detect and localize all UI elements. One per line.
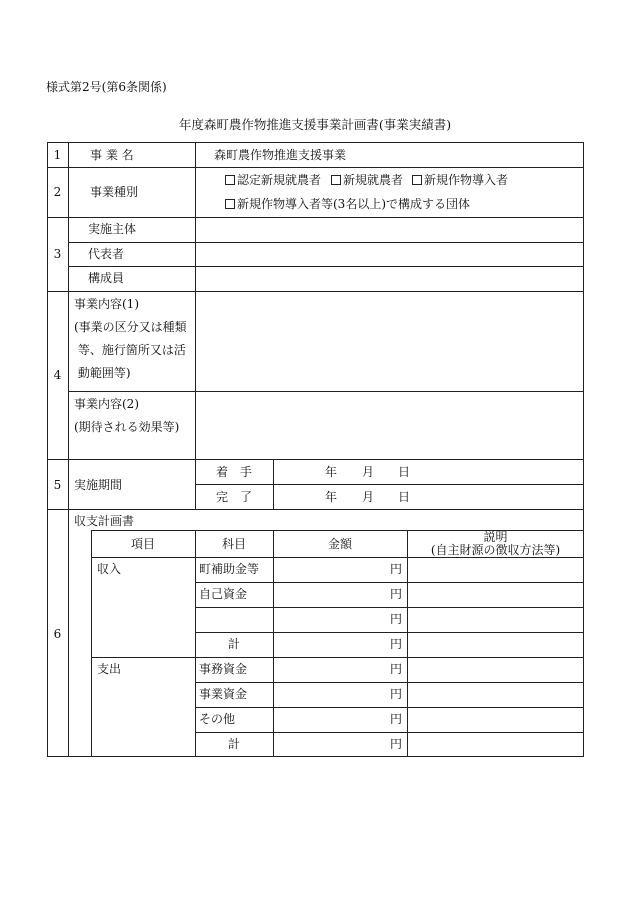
end-year: 年 [325,490,338,504]
header-subject: 科目 [221,537,246,551]
yen-unit: 円 [390,687,403,701]
yen-unit: 円 [390,737,403,751]
end-label: 完 了 [215,490,252,504]
option-certified-new-farmer[interactable]: 認定新規就農者 [225,173,321,187]
content1-line: 等、施行箇所又は活 [74,343,186,357]
budget-table [91,530,584,757]
row-number: 6 [53,627,62,641]
form-number: 様式第2号(第6条関係) [46,80,167,94]
option-group[interactable]: 新規作物導入者等(3名以上)で構成する団体 [225,197,470,211]
content1-line: 動範囲等) [74,366,131,380]
document-title: 年度森町農作物推進支援事業計画書(事業実績書) [178,117,452,132]
expense-subject: 事業資金 [199,687,248,701]
row-number: 5 [53,478,62,492]
expense-subject: 事務資金 [199,662,248,676]
income-label: 収入 [97,562,122,576]
yen-unit: 円 [390,662,403,676]
start-year: 年 [325,465,338,479]
header-description: 説明 [483,530,508,544]
project-name-value: 森町農作物推進支援事業 [214,148,347,162]
checkbox-icon [331,175,341,185]
header-amount: 金額 [327,537,352,551]
income-total-label: 計 [227,637,240,651]
representative-label: 代表者 [88,247,125,261]
checkbox-icon [225,175,235,185]
members-label: 構成員 [88,271,125,285]
start-label: 着 手 [215,465,252,479]
yen-unit: 円 [390,562,403,576]
project-name-label: 事 業 名 [90,148,134,162]
end-month: 月 [362,490,375,504]
expense-subject: その他 [199,712,236,726]
start-day: 日 [398,465,411,479]
end-day: 日 [398,490,411,504]
yen-unit: 円 [390,612,403,626]
yen-unit: 円 [390,587,403,601]
income-subject: 自己資金 [199,587,248,601]
content2-line: (期待される効果等) [74,420,180,434]
option-new-crop-introducer[interactable]: 新規作物導入者 [412,173,508,187]
implementing-body-label: 実施主体 [88,222,137,236]
row-number: 3 [53,247,62,261]
content2-line: 事業内容(2) [74,397,139,411]
row-number: 2 [53,185,62,199]
expense-total-label: 計 [227,737,240,751]
option-new-farmer[interactable]: 新規就農者 [331,173,403,187]
period-label: 実施期間 [74,478,123,492]
content1-line: 事業内容(1) [74,297,139,311]
budget-plan-label: 収支計画書 [74,514,135,528]
yen-unit: 円 [390,637,403,651]
content1-line: (事業の区分又は種類 [74,320,187,334]
header-item: 項目 [130,537,155,551]
header-description-note: (自主財源の徴収方法等) [430,543,561,557]
checkbox-icon [412,175,422,185]
project-type-label: 事業種別 [90,185,139,199]
row-number: 1 [53,148,62,162]
start-month: 月 [362,465,375,479]
row-number: 4 [53,368,62,382]
checkbox-icon [225,199,235,209]
yen-unit: 円 [390,712,403,726]
expense-label: 支出 [97,662,122,676]
income-subject: 町補助金等 [199,562,260,576]
